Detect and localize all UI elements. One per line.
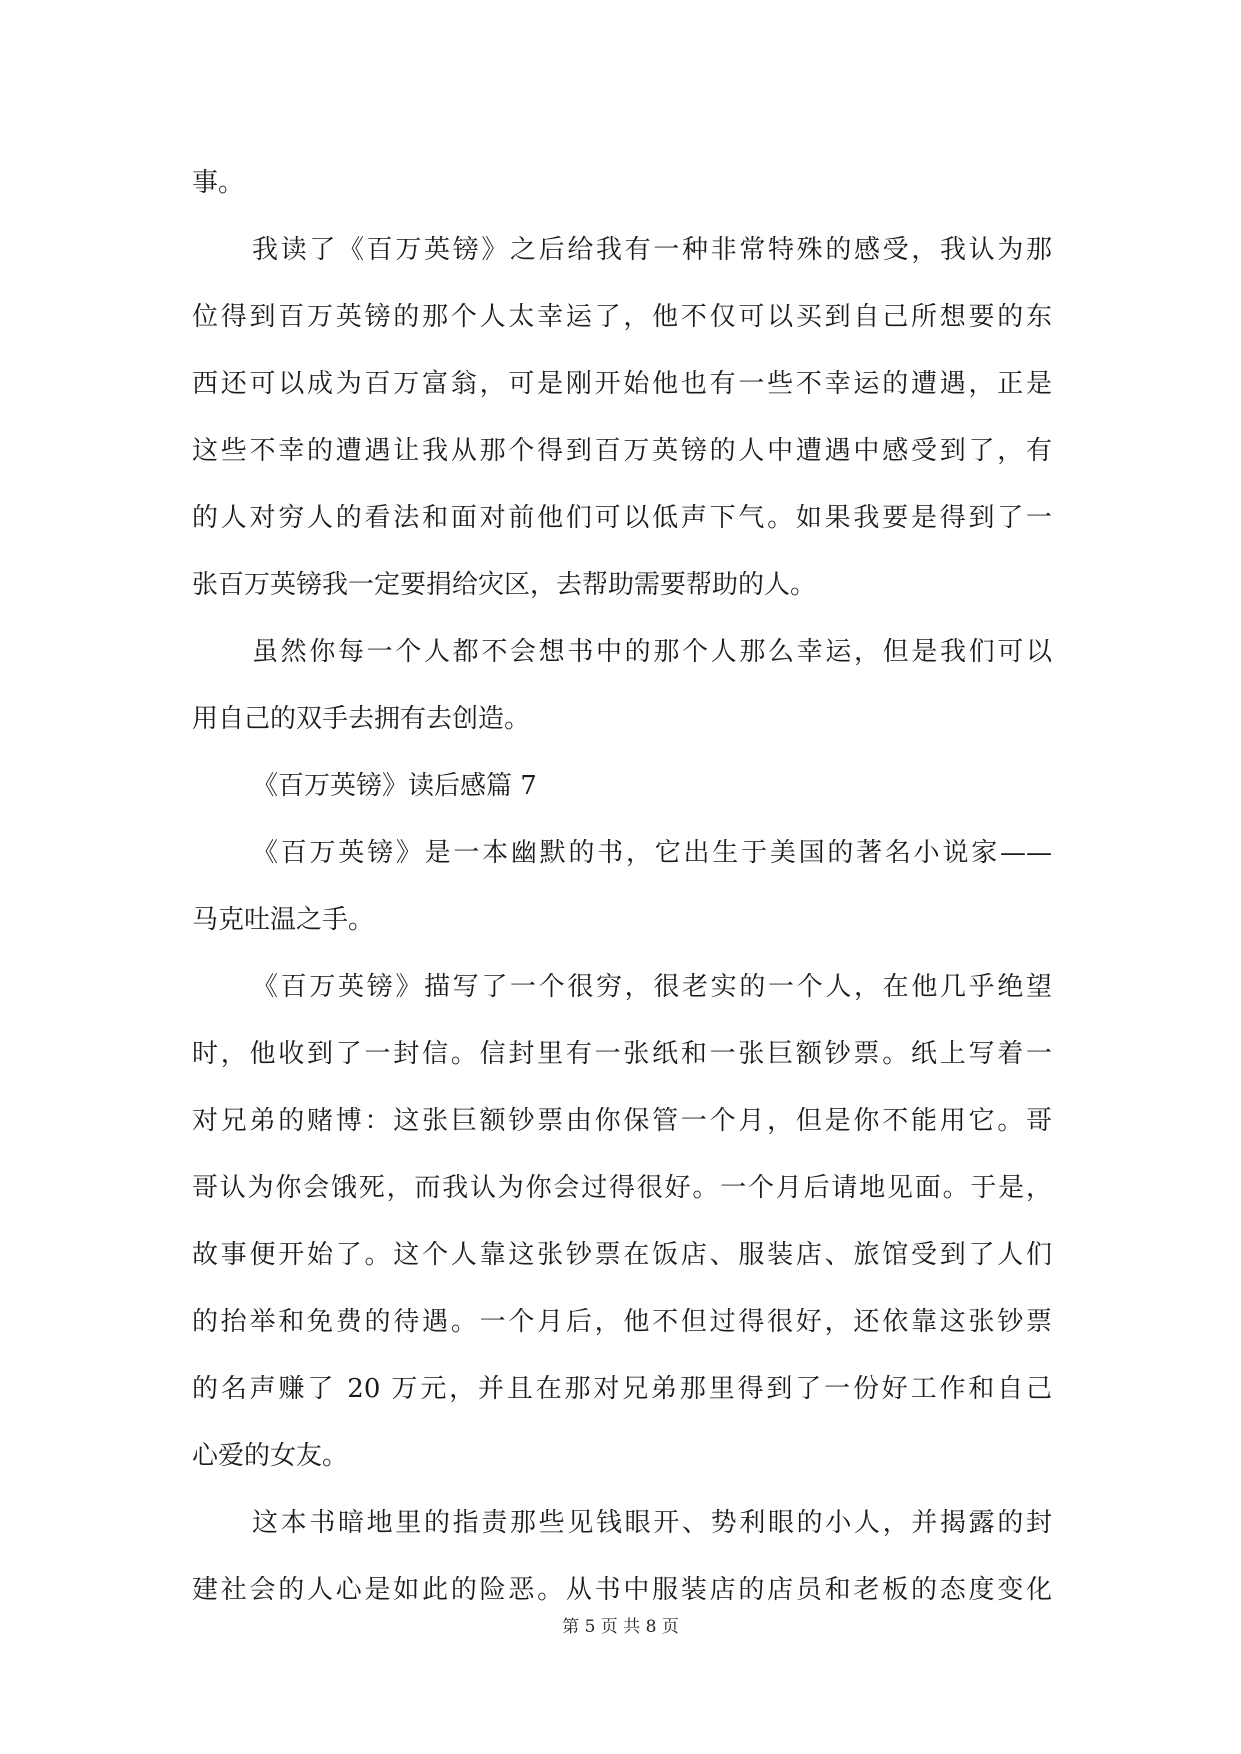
text-line: 事。 [192, 168, 245, 198]
text-line: 这本书暗地里的指责那些见钱眼开、势利眼的小人，并揭露的封 [252, 1508, 1052, 1538]
text-line: 用自己的双手去拥有去创造。 [192, 704, 531, 734]
text-line: 虽然你每一个人都不会想书中的那个人那么幸运，但是我们可以 [252, 637, 1052, 667]
text-line: 心爱的女友。 [192, 1441, 349, 1471]
text-line: 马克吐温之手。 [192, 905, 375, 935]
text-line: 的人对穷人的看法和面对前他们可以低声下气。如果我要是得到了一 [192, 503, 1052, 533]
text-line: 建社会的人心是如此的险恶。从书中服装店的店员和老板的态度变化 [192, 1575, 1052, 1605]
page-number-footer: 第 5 页 共 8 页 [562, 1617, 679, 1637]
section-heading: 《百万英镑》读后感篇 7 [252, 771, 537, 801]
text-line: 《百万英镑》描写了一个很穷，很老实的一个人，在他几乎绝望 [252, 972, 1052, 1002]
text-line: 对兄弟的赌博：这张巨额钞票由你保管一个月，但是你不能用它。哥 [192, 1106, 1052, 1136]
text-line: 我读了《百万英镑》之后给我有一种非常特殊的感受，我认为那 [252, 235, 1052, 265]
text-line: 时，他收到了一封信。信封里有一张纸和一张巨额钞票。纸上写着一 [192, 1039, 1052, 1069]
text-line: 哥认为你会饿死，而我认为你会过得很好。一个月后请地见面。于是， [192, 1173, 1052, 1203]
document-body [192, 150, 1052, 1624]
text-line: 西还可以成为百万富翁，可是刚开始他也有一些不幸运的遭遇，正是 [192, 369, 1052, 399]
text-line: 张百万英镑我一定要捐给灾区，去帮助需要帮助的人。 [192, 570, 817, 600]
text-line: 《百万英镑》是一本幽默的书，它出生于美国的著名小说家—— [252, 838, 1052, 868]
text-line: 的抬举和免费的待遇。一个月后，他不但过得很好，还依靠这张钞票 [192, 1307, 1052, 1337]
text-line: 这些不幸的遭遇让我从那个得到百万英镑的人中遭遇中感受到了，有 [192, 436, 1052, 466]
text-line: 的名声赚了 20 万元，并且在那对兄弟那里得到了一份好工作和自己 [192, 1374, 1052, 1404]
text-line: 故事便开始了。这个人靠这张钞票在饭店、服装店、旅馆受到了人们 [192, 1240, 1052, 1270]
text-line: 位得到百万英镑的那个人太幸运了，他不仅可以买到自己所想要的东 [192, 302, 1052, 332]
